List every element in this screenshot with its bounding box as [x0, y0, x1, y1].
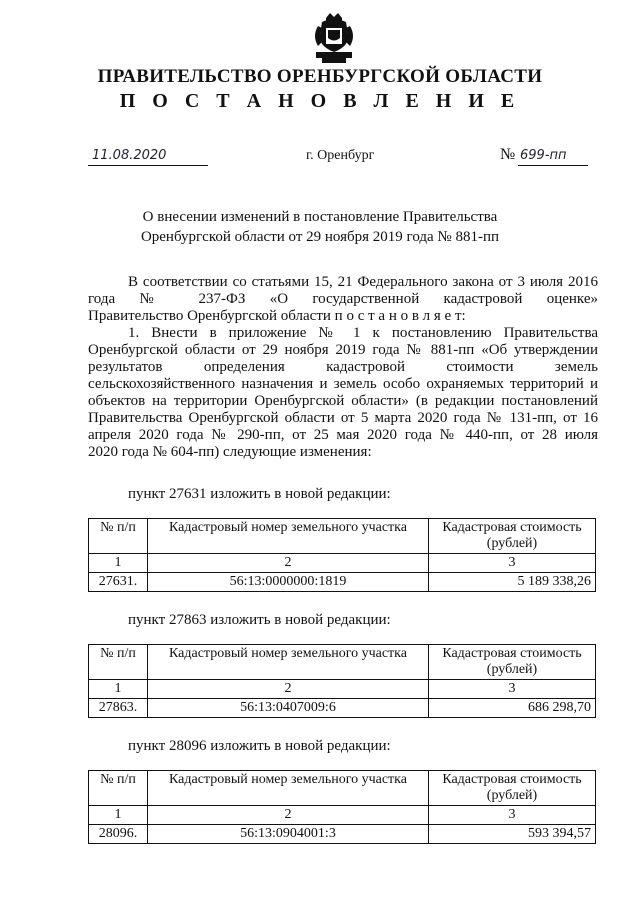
- paragraph-item-1: 1. Внести в приложение № 1 к постановлению Правительства Оренбургской области от 29 ноября 2019 года № 881-пп «Об утверждении результатов определения кадастровой стоимости земель сельскохозяйственного назначения и земель особо охраняемых территорий и объектов на территории Оренбургской области» (в редакции постановлений Правительства Оренбургской области от 5 марта 2020 года № 131-пп, от 16 апреля 2020 года № 290-пп, от 25 мая 2020 года № 440-пп, от 28 июля: [88, 325, 598, 443]
- row-cadastral: 56:13:0407009:6: [148, 699, 429, 718]
- header-value: Кадастровая стоимость (рублей): [429, 771, 596, 806]
- row-cadastral: 56:13:0904001:3: [148, 825, 429, 844]
- cadastral-table-3: [88, 770, 596, 844]
- table-index-row: [89, 680, 596, 699]
- document-type: П О С Т А Н О В Л Е Н И Е: [119, 90, 521, 112]
- row-num: 27863.: [89, 699, 148, 718]
- body-text: [88, 274, 598, 461]
- header-cadastral: Кадастровый номер земельного участка: [148, 645, 429, 680]
- document-city: г. Оренбург: [306, 148, 375, 163]
- table-header-row: [89, 519, 596, 554]
- paragraph-legal-basis: В соответствии со статьями 15, 21 Федерального закона от 3 июля 2016 года № 237-ФЗ «О государственной кадастровой оценке»: [88, 274, 598, 307]
- header-value: Кадастровая стоимость (рублей): [429, 645, 596, 680]
- index-2: 2: [148, 806, 429, 825]
- header-cadastral: Кадастровый номер земельного участка: [148, 519, 429, 554]
- row-value: 5 189 338,26: [429, 573, 596, 592]
- paragraph-item-1-end: 2020 года № 604-пп) следующие изменения:: [88, 444, 372, 460]
- index-2: 2: [148, 680, 429, 699]
- cadastral-table-1: [88, 518, 596, 592]
- index-3: 3: [429, 554, 596, 573]
- table-header-row: [89, 771, 596, 806]
- cadastral-table-2: [88, 644, 596, 718]
- row-num: 27631.: [89, 573, 148, 592]
- table-row: [89, 573, 596, 592]
- row-num: 28096.: [89, 825, 148, 844]
- organization-name: ПРАВИТЕЛЬСТВО ОРЕНБУРГСКОЙ ОБЛАСТИ: [97, 66, 543, 87]
- header-num: № п/п: [89, 645, 148, 680]
- document-title: [0, 207, 640, 247]
- index-1: 1: [89, 680, 148, 699]
- index-3: 3: [429, 806, 596, 825]
- title-line-1: О внесении изменений в постановление Правительства: [142, 209, 498, 225]
- coat-of-arms-emblem: [312, 12, 356, 64]
- row-value: 686 298,70: [429, 699, 596, 718]
- point-text-3: пункт 28096 изложить в новой редакции:: [128, 738, 391, 754]
- point-text-2: пункт 27863 изложить в новой редакции:: [128, 612, 391, 628]
- document-date: 11.08.2020: [88, 148, 208, 166]
- header-num: № п/п: [89, 519, 148, 554]
- index-1: 1: [89, 554, 148, 573]
- table-index-row: [89, 554, 596, 573]
- header-cadastral: Кадастровый номер земельного участка: [148, 771, 429, 806]
- table-header-row: [89, 645, 596, 680]
- header-value: Кадастровая стоимость (рублей): [429, 519, 596, 554]
- table-row: [89, 699, 596, 718]
- point-text-1: пункт 27631 изложить в новой редакции:: [128, 486, 391, 502]
- table-row: [89, 825, 596, 844]
- index-3: 3: [429, 680, 596, 699]
- index-1: 1: [89, 806, 148, 825]
- paragraph-resolves: Правительство Оренбургской области п о с т а н о в л я е т:: [88, 308, 466, 324]
- index-2: 2: [148, 554, 429, 573]
- number-label: №: [500, 146, 516, 163]
- header-num: № п/п: [89, 771, 148, 806]
- row-cadastral: 56:13:0000000:1819: [148, 573, 429, 592]
- title-line-2: Оренбургской области от 29 ноября 2019 года № 881-пп: [140, 229, 500, 245]
- row-value: 593 394,57: [429, 825, 596, 844]
- document-number: 699-пп: [518, 148, 588, 166]
- table-index-row: [89, 806, 596, 825]
